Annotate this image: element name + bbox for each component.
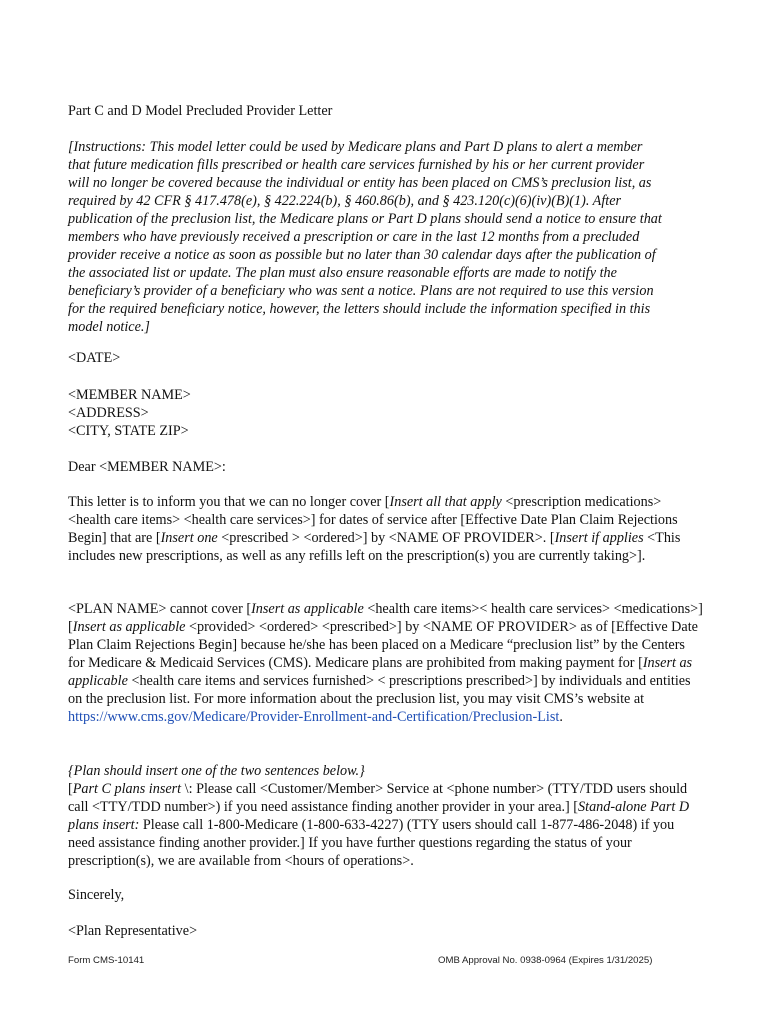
- p2-instruction-3: Insert as applicable: [68, 655, 693, 689]
- p2-text-5: .: [559, 709, 563, 725]
- p1-instruction-1: Insert all that apply: [389, 494, 502, 510]
- omb-approval: OMB Approval No. 0938-0964 (Expires 1/31/2025): [438, 955, 653, 966]
- closing: Sincerely,: [68, 887, 125, 903]
- p1-text-3: <prescribed > <ordered>] by <NAME OF PROVIDER>. [: [217, 530, 555, 546]
- recipient-address: <MEMBER NAME> <ADDRESS> <CITY, STATE ZIP>: [68, 387, 191, 439]
- page-title: Part C and D Model Precluded Provider Letter: [68, 103, 333, 119]
- notice-paragraph: [68, 493, 704, 565]
- cms-preclusion-link[interactable]: https://www.cms.gov/Medicare/Provider-Enrollment-and-Certification/Preclusion-List: [68, 709, 560, 725]
- p2-text-4: <health care items and services furnished> < prescriptions prescribed>] by individuals and entities on the preclusion list. For more information about the preclusion list, you may visit CMS’s website at: [68, 673, 691, 707]
- signature-placeholder: <Plan Representative>: [68, 923, 198, 939]
- p1-instruction-2: Insert one: [160, 530, 218, 546]
- p2-text-1: <PLAN NAME> cannot cover [: [68, 601, 252, 617]
- preclusion-paragraph: [68, 600, 704, 726]
- p3-instruction-0: {Plan should insert one of the two sentences below.}: [68, 763, 365, 779]
- p3-text-2: Please call 1-800-Medicare (1-800-633-4227) (TTY users should call 1-877-486-2048) if you need assistance finding another provider.] If you have further questions regarding the status of your prescription(s), we are available from <hours of operations>.: [68, 817, 675, 869]
- p1-text-4: <This includes new prescriptions, as well as any refills left on the prescription(s) you are currently taking>].: [68, 530, 681, 564]
- contact-paragraph: [68, 762, 704, 870]
- p3-text-0: [: [68, 781, 73, 797]
- p1-text-1: This letter is to inform you that we can no longer cover [: [68, 494, 390, 510]
- p2-instruction-2: Insert as applicable: [72, 619, 186, 635]
- p1-instruction-3: Insert if applies: [554, 530, 644, 546]
- instructions-paragraph: [Instructions: This model letter could be used by Medicare plans and Part D plans to alert a member that future medication fills prescribed or health care services furnished by his or her current provider will no longer be covered because the individual or entity has been placed on CMS’s preclusion list, as required by 42 CFR § 417.478(e), § 422.224(b), § 460.86(b), and § 423.120(c)(6)(iv)(B)(1). After publication of the preclusion list, the Medicare plans or Part D plans should send a notice to ensure that members who have previously received a prescription or care in the last 12 months from a precluded provider receive a notice as soon as possible but no later than 30 calendar days after the publication of the associated list or update. The plan must also ensure reasonable efforts are made to notify the beneficiary’s provider of a beneficiary who was sent a notice. Plans are not required to use this version for the required beneficiary notice, however, the letters should include the information specified in this model notice.]: [68, 139, 662, 335]
- p2-text-3: <provided> <ordered> <prescribed>] by <NAME OF PROVIDER> as of [Effective Date Plan Claim Rejections Begin] because he/she has been placed on a Medicare “preclusion list” by the Centers for Medicare & Medicaid Services (CMS). Medicare plans are prohibited from making payment for [: [68, 619, 698, 671]
- salutation: Dear <MEMBER NAME>:: [68, 459, 226, 475]
- p3-text-1: \: Please call <Customer/Member> Service at <phone number> (TTY/TDD users should call <TTY/TDD number>) if you need assistance finding another provider in your area.] [: [68, 781, 688, 815]
- p3-instruction-1: Part C plans insert: [72, 781, 182, 797]
- p3-instruction-2: Stand-alone Part D plans insert:: [68, 799, 690, 833]
- form-number: Form CMS-10141: [68, 955, 145, 966]
- date-placeholder: <DATE>: [68, 350, 121, 366]
- p2-instruction-1: Insert as applicable: [251, 601, 364, 617]
- p2-text-2: <health care items>< health care services> <medications>] [: [68, 601, 703, 635]
- p1-text-2: <prescription medications> <health care items> <health care services>] for dates of service after [Effective Date Plan Claim Rejections Begin] that are [: [68, 494, 678, 546]
